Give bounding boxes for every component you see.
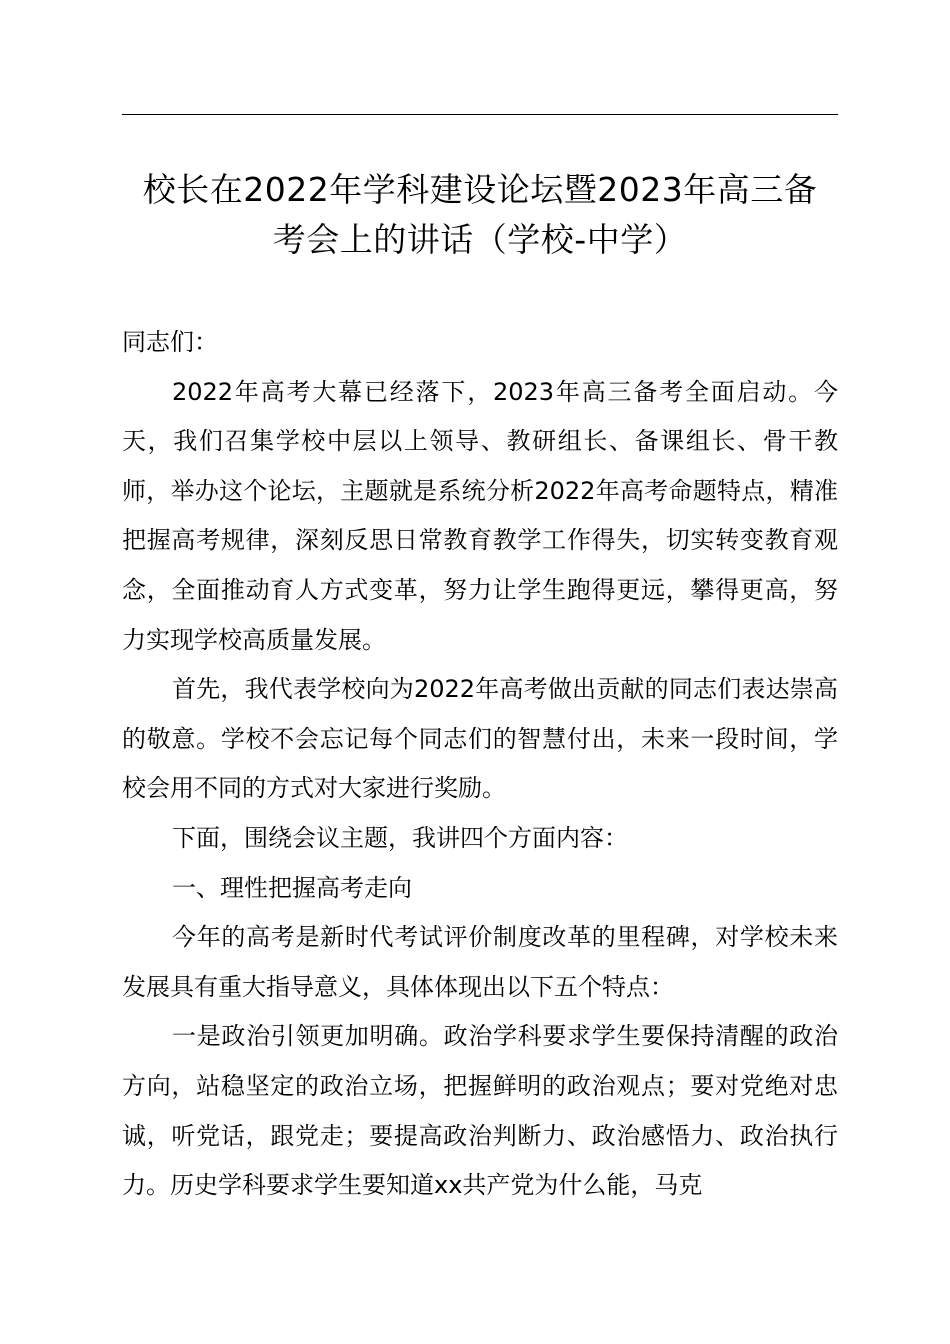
section-heading: 一、理性把握高考走向 [172, 873, 412, 902]
paragraph: 首先，我代表学校向为2022年高考做出贡献的同志们表达崇高的敬意。学校不会忘记每个同志们的智慧付出，未来一段时间，学校会用不同的方式对大家进行奖励。 [122, 675, 838, 803]
paragraph: 今年的高考是新时代考试评价制度改革的里程碑，对学校未来发展具有重大指导意义，具体体现出以下五个特点： [122, 923, 838, 1001]
header-rule [122, 114, 838, 115]
salutation: 同志们： [122, 328, 218, 356]
title-line-1: 校长在2022年学科建设论坛暨2023年高三备 [142, 170, 818, 209]
document-title [110, 165, 850, 265]
paragraph: 一是政治引领更加明确。政治学科要求学生要保持清醒的政治方向，站稳坚定的政治立场，把握鲜明的政治观点；要对党绝对忠诚，听党话，跟党走；要提高政治判断力、政治感悟力、政治执行力。历史学科要求学生要知道xx共产党为什么能，马克 [122, 1022, 838, 1200]
title-line-2: 考会上的讲话（学校-中学） [272, 220, 688, 259]
document-body [122, 318, 838, 1211]
paragraph: 2022年高考大幕已经落下，2023年高三备考全面启动。今天，我们召集学校中层以上领导、教研组长、备课组长、骨干教师，举办这个论坛，主题就是系统分析2022年高考命题特点，精准把握高考规律，深刻反思日常教育教学工作得失，切实转变教育观念，全面推动育人方式变革，努力让学生跑得更远，攀得更高，努力实现学校高质量发展。 [122, 377, 838, 654]
paragraph: 下面，围绕会议主题，我讲四个方面内容： [172, 823, 628, 852]
